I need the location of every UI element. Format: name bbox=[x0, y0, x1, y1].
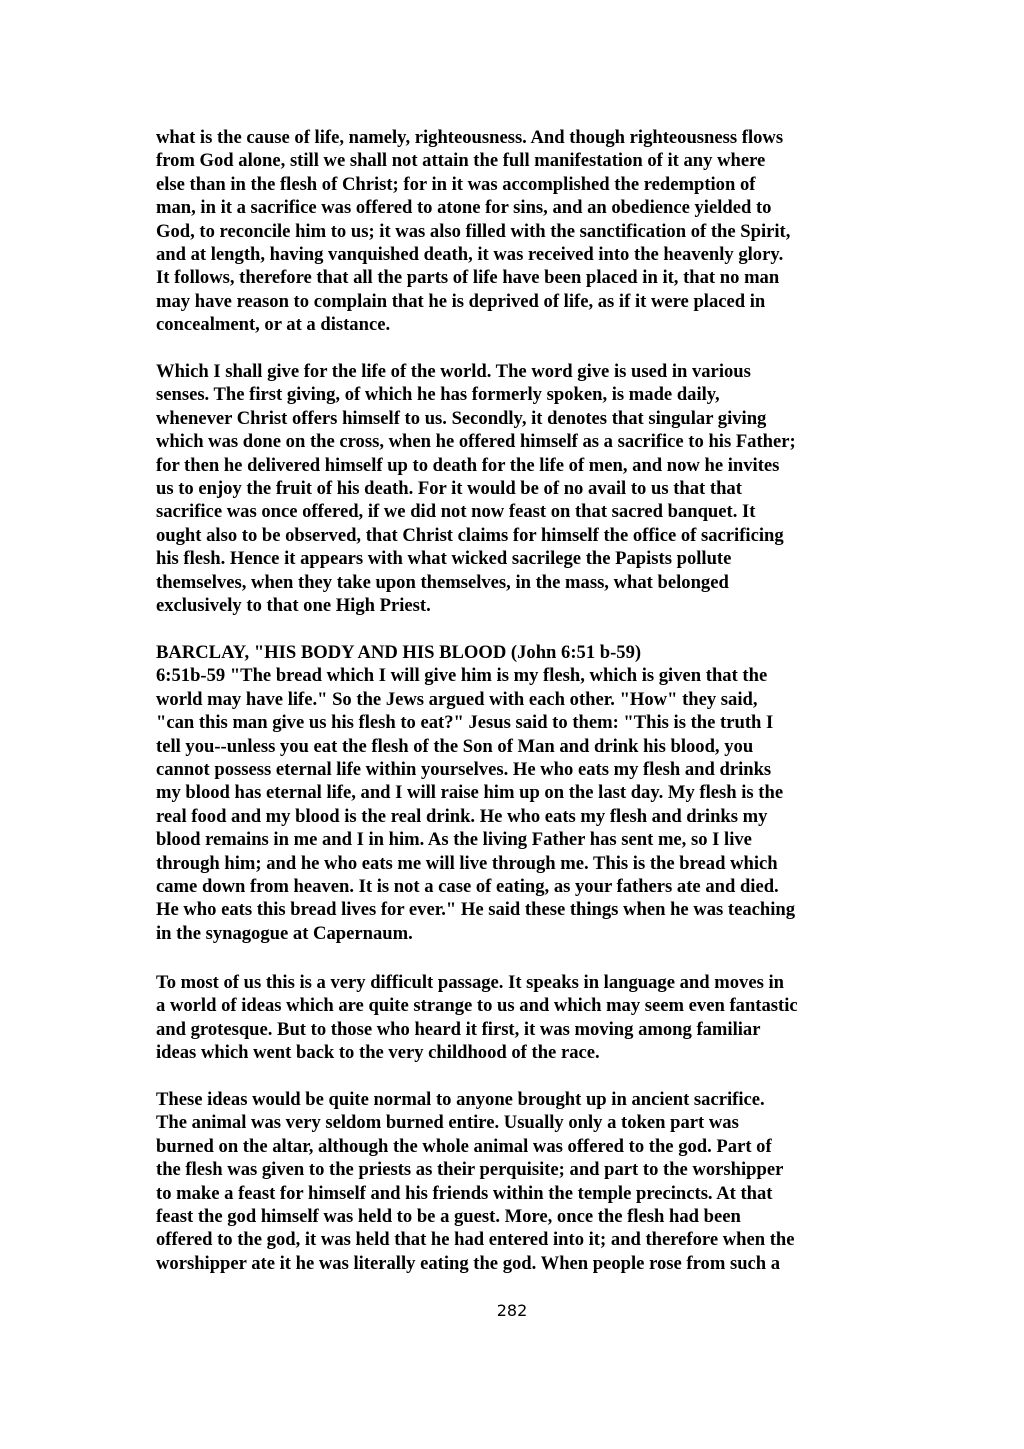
paragraph-barclay-passage: BARCLAY, "HIS BODY AND HIS BLOOD (John 6:51 b-59) 6:51b-59 "The bread which I will give him is my flesh, which is given that the world may have life." So the Jews argued with each other. "How" they said, "can this man give us his flesh to eat?" Jesus said to them: "This is the truth I tell you--unless you eat the flesh of the Son of Man and drink his blood, you cannot possess eternal life within yourselves. He who eats my flesh and drinks my blood has eternal life, and I will raise him up on the last day. My flesh is the real food and my blood is the real drink. He who eats my flesh and drinks my blood remains in me and I in him. As the living Father has sent me, so I live through him; and he who eats me will live through me. This is the bread which came down from heaven. It is not a case of eating, as your fathers ate and died. He who eats this bread lives for ever." He said these things when he was teaching in the synagogue at Capernaum. bbox=[156, 642, 796, 944]
paragraph-difficult-passage: To most of us this is a very difficult passage. It speaks in language and moves in a world of ideas which are quite strange to us and which may seem even fantastic and grotesque. But to those who heard it first, it was moving among familiar ideas which went back to the very childhood of the race. bbox=[156, 972, 798, 1064]
paragraph-give-for-life: Which I shall give for the life of the world. The word give is used in various senses. The first giving, of which he has formerly spoken, is made daily, whenever Christ offers himself to us. Secondly, it denotes that singular giving which was done on the cross, when he offered himself as a sacrifice to his Father; for then he delivered himself up to death for the life of men, and now he invites us to enjoy the fruit of his death. For it would be of no avail to us that that sacrifice was once offered, if we did not now feast on that sacred banquet. It ought also to be observed, that Christ claims for himself the office of sacrificing his flesh. Hence it appears with what wicked sacrilege the Papists pollute themselves, when they take upon themselves, in the mass, what belonged exclusively to that one High Priest. bbox=[156, 361, 796, 617]
paragraph-righteousness: what is the cause of life, namely, righteousness. And though righteousness flows from God alone, still we shall not attain the full manifestation of it any where else than in the flesh of Christ; for in it was accomplished the redemption of man, in it a sacrifice was offered to atone for sins, and an obedience yielded to God, to reconcile him to us; it was also filled with the sanctification of the Spirit, and at length, having vanquished death, it was received into the heavenly glory. It follows, therefore that all the parts of life have been placed in it, that no man may have reason to complain that he is deprived of life, as if it were placed in concealment, or at a distance. bbox=[156, 127, 791, 336]
page-number: 282 bbox=[496, 1301, 528, 1320]
paragraph-ancient-sacrifice: These ideas would be quite normal to anyone brought up in ancient sacrifice. The animal was very seldom burned entire. Usually only a token part was burned on the altar, although the whole animal was offered to the god. Part of the flesh was given to the priests as their perquisite; and part to the worshipper to make a feast for himself and his friends within the temple precincts. At that feast the god himself was held to be a guest. More, once the flesh had been offered to the god, it was held that he had entered into it; and therefore when the worshipper ate it he was literally eating the god. When people rose from such a bbox=[156, 1089, 795, 1274]
